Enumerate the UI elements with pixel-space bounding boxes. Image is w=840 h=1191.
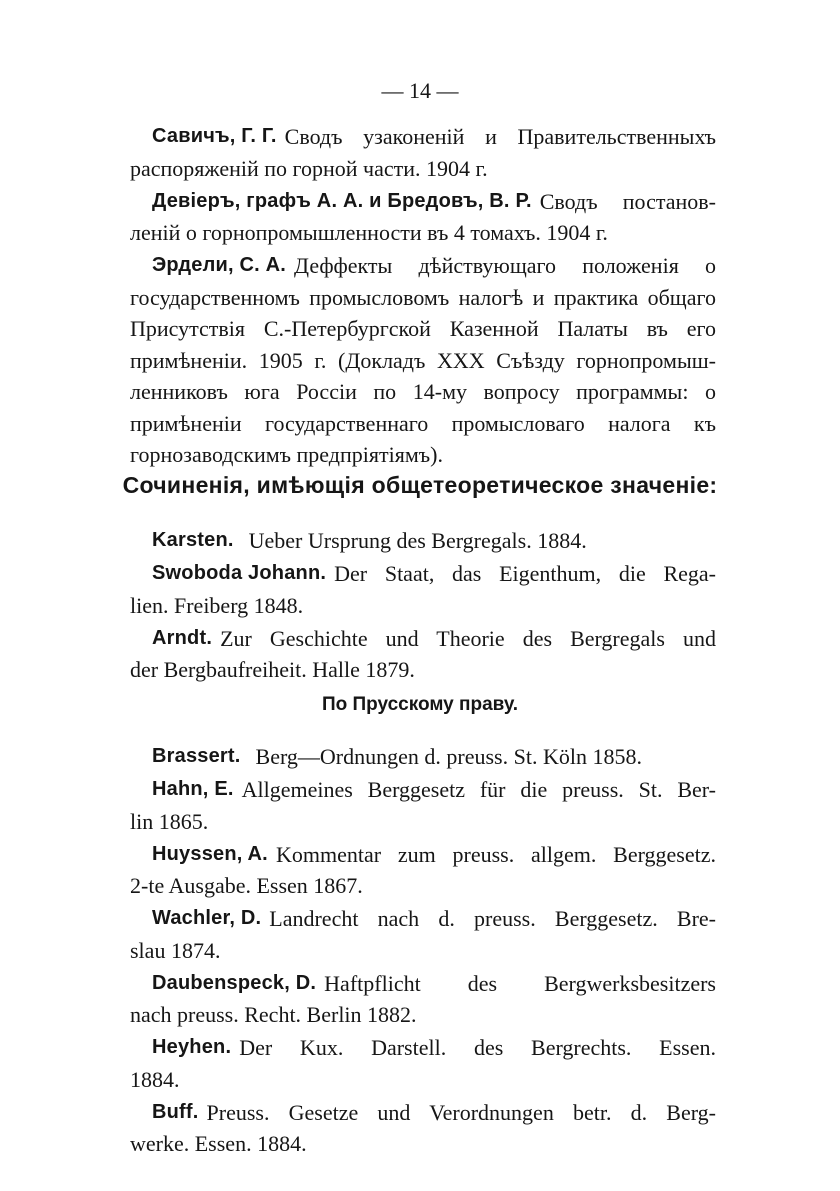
bibliography-section-mining-law [130,121,716,472]
bibliography-entry [130,525,716,557]
entry-text: lin 1865. [130,808,209,834]
author-name: Девіеръ, графъ А. А. и Бредовъ, В. Р. [152,189,532,212]
entry-line [130,313,716,345]
entry-text: Berg—Ordnungen d. preuss. St. Köln 1858. [255,744,642,769]
entry-text: nach preuss. Recht. Berlin 1882. [130,1002,417,1027]
entry-text: Preuss. Gesetze und Verordnungen betr. d. Berg- [206,1099,716,1125]
entry-text: Сводъ узаконеній и Правительственныхъ [284,124,716,149]
entry-text: Zur Geschichte und Theorie des Bergregals und [220,625,716,651]
bibliography-section-prussian-law [130,741,716,1161]
author-name: Arndt. [152,626,213,649]
bibliography-entry [130,741,716,773]
entry-text: 2-te Ausgabe. Essen 1867. [130,873,363,898]
bibliography-entry [130,968,716,1031]
author-name: Daubenspeck, D. [152,971,317,994]
author-name: Эрдели, С. А. [152,254,287,276]
entry-text: Der Staat, das Eigenthum, die Rega- [334,561,716,586]
entry-line [130,153,716,185]
entry-line [130,525,716,557]
entry-line [130,376,716,408]
author-name: Hahn, E. [152,778,234,800]
bibliography-entry [130,1032,716,1095]
bibliography-section-general-theory [130,525,716,687]
entry-line [130,250,716,282]
entry-text: lien. Freiberg 1848. [130,592,304,618]
entry-line [130,839,716,871]
author-name: Wachler, D. [152,907,262,929]
entry-text: распоряженій по горной части. 1904 г. [130,155,488,181]
entry-line [130,623,716,655]
entry-line [130,345,716,377]
section-heading-general-theory: Сочиненія, имѣющія общетеоретическое значеніе: [122,472,718,498]
author-name: Савичъ, Г. Г. [152,125,277,147]
entry-text: Деффекты дѣйствующаго положенія о [294,253,716,278]
entry-text: Der Kux. Darstell. des Bergrechts. Essen. [239,1035,716,1060]
entry-text: примѣненіи государственнаго промысловаго налога къ [130,410,716,436]
author-name: Heyhen. [152,1036,232,1058]
entry-line [130,1097,716,1129]
section-heading-prussian-law: По Прусскому праву. [321,694,519,715]
entry-line [130,558,716,590]
entry-text: государственномъ промысловомъ налогѣ и практика общаго [130,284,716,310]
entry-text: Ueber Ursprung des Bergregals. 1884. [248,528,587,553]
entry-line [130,121,716,153]
entry-text: Landrecht nach d. preuss. Berggesetz. Bre- [269,906,716,931]
entry-line [130,217,716,249]
author-name: Buff. [152,1100,199,1123]
entry-line [130,408,716,440]
entry-text: Kommentar zum preuss. allgem. Berggesetz. [275,841,716,867]
entry-line [130,741,716,773]
entry-line [130,590,716,622]
entry-text: 1884. [130,1066,180,1092]
entry-line [130,935,716,967]
bibliography-entry [130,250,716,471]
bibliography-entry [130,1097,716,1160]
entry-line [130,1128,716,1160]
entry-line [130,186,716,218]
page-number: — 14 — [381,78,459,103]
author-name: Karsten. [152,529,234,551]
bibliography-entry [130,774,716,837]
entry-text: der Bergbaufreiheit. Halle 1879. [130,657,415,682]
entry-text: ленниковъ юга Россіи по 14-му вопросу программы: о [130,379,716,404]
entry-text: Haftpflicht des Bergwerksbesitzers [324,970,716,996]
bibliography-entry [130,121,716,184]
bibliography-entry [130,558,716,621]
entry-line [130,968,716,1000]
entry-text: примѣненіи. 1905 г. (Докладъ XXX Съѣзду горнопромыш- [130,347,716,373]
entry-text: slau 1874. [130,937,221,963]
entry-text: Присутствія С.-Петербургской Казенной Палаты въ его [130,316,716,341]
entry-line [130,1064,716,1096]
bibliography-entry [130,903,716,966]
entry-line [130,1032,716,1064]
entry-line [130,903,716,935]
entry-line [130,654,716,686]
entry-line [130,999,716,1031]
entry-text: Сводъ постанов- [539,188,716,214]
entry-text: леній о горнопромышленности въ 4 томахъ. 1904 г. [130,220,608,245]
bibliography-entry [130,186,716,249]
entry-text: горнозаводскимъ предпріятіямъ). [130,442,443,467]
entry-line [130,439,716,471]
entry-line [130,774,716,806]
entry-line [130,870,716,902]
bibliography-entry [130,623,716,686]
entry-text: werke. Essen. 1884. [130,1131,307,1156]
entry-text: Allgemeines Berggesetz für die preuss. St. Ber- [241,777,716,802]
bibliography-entry [130,839,716,902]
entry-line [130,806,716,838]
entry-line [130,282,716,314]
author-name: Brassert. [152,745,241,767]
author-name: Swoboda Johann. [152,562,327,584]
author-name: Huyssen, A. [152,842,268,865]
